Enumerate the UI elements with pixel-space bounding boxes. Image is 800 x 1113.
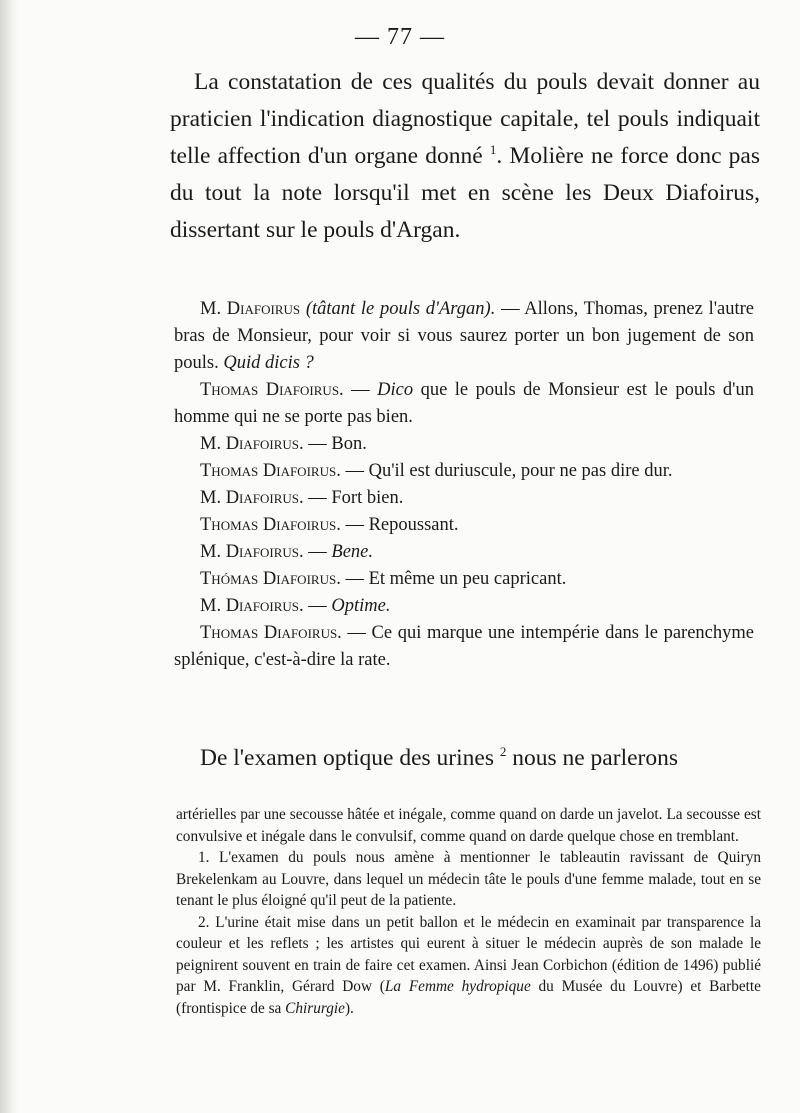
speech: — Et même un peu capricant. (340, 569, 567, 589)
dialogue-line (174, 458, 754, 485)
speaker: M. Diafoirus (200, 299, 301, 319)
speaker: M. Diafoirus. (200, 434, 304, 454)
speech: — Qu'il est duriuscule, pour ne pas dire dur. (340, 461, 673, 481)
speaker: M. Diafoirus. (200, 596, 304, 616)
latin-phrase: Optime. (331, 596, 391, 616)
speech: — Repoussant. (340, 515, 459, 535)
footnote-2-text-a: 2. L'urine était mise dans un petit ballon et le médecin en examinait par transparence la couleur et les reflets ; les artistes qui eurent à situer le médecin auprès de son malade le peignirent souvent en train de faire cet examen. Ainsi Jean Corbichon (édition de 1496) publié par M. Franklin, Gérard Dow ( (176, 913, 761, 995)
latin-phrase: Dico (377, 380, 414, 400)
footnotes (176, 804, 761, 1019)
dialogue-line (174, 539, 754, 566)
footnote-2-text-b: du Musée du Louvre) et Barbette (frontispice de sa (176, 978, 761, 1017)
speaker: Thomas Diafoirus. (200, 623, 342, 643)
dialogue-line (174, 593, 754, 620)
footnote-2 (176, 912, 761, 1020)
book-title: Chirurgie (285, 999, 345, 1017)
speaker: Thomas Diafoirus. (200, 515, 341, 535)
paragraph-2-line (170, 740, 760, 777)
paragraph-2-text-b: nous ne parlerons (506, 745, 678, 771)
page-number: — 77 — (355, 24, 445, 50)
speaker: M. Diafoirus. (200, 542, 304, 562)
footnote-1: 1. L'examen du pouls nous amène à mentionner le tableautin ravissant de Quiryn Brekelenkam au Louvre, dans lequel un médecin tâte le pouls d'une femme malade, tout en se tenant le plus éloigné qu'il peut de la patiente. (176, 849, 761, 909)
dialogue-line (174, 377, 754, 431)
artwork-title: La Femme hydropique (384, 978, 531, 995)
main-paragraph (170, 64, 760, 249)
speaker: Thomas Diafoirus. (200, 380, 344, 400)
speech: — Allons, Thomas, prenez l'autre bras de Monsieur, pour voir si vous saurez porter un bon jugement de son pouls. (174, 299, 755, 373)
stage-direction: (tâtant le pouls d'Argan). (305, 299, 496, 319)
speech: que le pouls de Monsieur est le pouls d'un homme qui ne se porte pas bien. (174, 380, 754, 427)
dialogue-line (174, 296, 754, 377)
speech: — Fort bien. (303, 488, 404, 508)
speaker: Thomas Diafoirus. (200, 461, 341, 481)
speech: — Ce qui marque une intempérie dans le parenchyme splénique, c'est-à-dire la rate. (174, 623, 754, 670)
footnote-2-text-c: ). (344, 999, 354, 1017)
speaker: Thómas Diafoirus. (200, 569, 341, 589)
paragraph-1-text-b: . Molière ne force donc pas du tout la note lorsqu'il met en scène les Deux Diafoirus, dissertant sur le pouls d'Argan. (170, 143, 761, 243)
dialogue-line (174, 431, 754, 458)
speech: — Bon. (303, 434, 367, 454)
dash: — (303, 542, 332, 562)
dialogue-line (174, 566, 754, 593)
paragraph-1 (170, 64, 760, 249)
footnote-ref-2: 2 (499, 744, 507, 760)
footnote-continuation: artérielles par une secousse hâtée et inégale, comme quand on darde un javelot. La secousse est convulsive et inégale dans le convulsif, comme quand on darde quelque chose en tremblant. (176, 806, 761, 845)
paragraph-2 (170, 740, 760, 777)
dialogue-line (174, 512, 754, 539)
page-binding-edge (0, 0, 18, 1113)
paragraph-1-text-a: La constatation de ces qualités du pouls devait donner au praticien l'indication diagnostique capitale, tel pouls indiquait telle affection d'un organe donné (170, 69, 760, 169)
speaker: M. Diafoirus. (200, 488, 304, 508)
dash: — (303, 596, 332, 616)
dialogue-block (174, 296, 754, 674)
dash: — (343, 380, 378, 400)
dialogue-line (174, 485, 754, 512)
dialogue-line (174, 620, 754, 674)
footnote-ref-1: 1 (489, 142, 497, 158)
latin-phrase: Quid dicis ? (223, 353, 314, 373)
latin-phrase: Bene. (331, 542, 373, 562)
paragraph-2-text-a: De l'examen optique des urines (200, 745, 494, 771)
